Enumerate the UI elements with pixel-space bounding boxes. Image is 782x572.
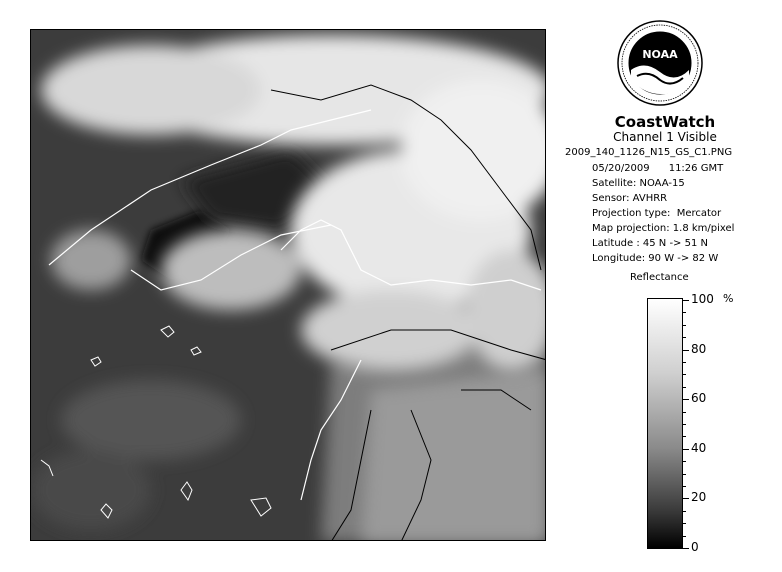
colorbar-minor-tick: [683, 362, 686, 363]
colorbar-tick-mark: [683, 498, 689, 499]
colorbar-minor-tick: [683, 387, 686, 388]
product-title: CoastWatch: [614, 113, 716, 131]
colorbar-tick-mark: [683, 350, 689, 351]
colorbar-tick-mark: [683, 300, 689, 301]
colorbar-tick-label: 80: [691, 341, 707, 356]
filename: 2009_140_1126_N15_GS_C1.PNG: [565, 147, 733, 158]
colorbar-tick-label: 0: [691, 540, 699, 554]
colorbar-tick-label: 100: [691, 292, 714, 306]
colorbar-minor-tick: [683, 374, 686, 375]
projection-type: Projection type: Mercator: [592, 208, 722, 219]
colorbar-tick-label: 40: [691, 440, 707, 455]
colorbar-minor-tick: [683, 412, 686, 413]
sensor: Sensor: AVHRR: [592, 193, 668, 204]
logo-text: NOAA: [642, 48, 678, 61]
colorbar-minor-tick: [683, 523, 686, 524]
colorbar-tick-mark: [683, 449, 689, 450]
reflectance-colorbar: [647, 298, 683, 549]
colorbar-tick-mark: [683, 399, 689, 400]
colorbar-minor-tick: [683, 424, 686, 425]
legend-title: Reflectance: [630, 272, 689, 283]
colorbar-minor-tick: [683, 486, 686, 487]
colorbar-tick-label: 60: [691, 391, 707, 406]
colorbar-minor-tick: [683, 511, 686, 512]
colorbar-minor-tick: [683, 461, 686, 462]
longitude-range: Longitude: 90 W -> 82 W: [592, 253, 719, 264]
colorbar-tick-mark: [683, 548, 689, 549]
latitude-range: Latitude : 45 N -> 51 N: [592, 238, 708, 249]
colorbar-minor-tick: [683, 474, 686, 475]
satellite-image: [30, 29, 546, 541]
colorbar-minor-tick: [683, 436, 686, 437]
colorbar-minor-tick: [683, 325, 686, 326]
colorbar-minor-tick: [683, 312, 686, 313]
map-projection: Map projection: 1.8 km/pixel: [592, 223, 735, 234]
colorbar-minor-tick: [683, 337, 686, 338]
colorbar-minor-tick: [683, 536, 686, 537]
imagery-canvas: [31, 30, 546, 541]
colorbar-tick-label: 20: [691, 490, 707, 505]
noaa-logo: [617, 20, 703, 106]
date-time: 05/20/2009 11:26 GMT: [592, 163, 724, 174]
legend-unit: %: [723, 292, 734, 305]
channel-label: Channel 1 Visible: [613, 130, 717, 144]
satellite: Satellite: NOAA-15: [592, 178, 685, 189]
